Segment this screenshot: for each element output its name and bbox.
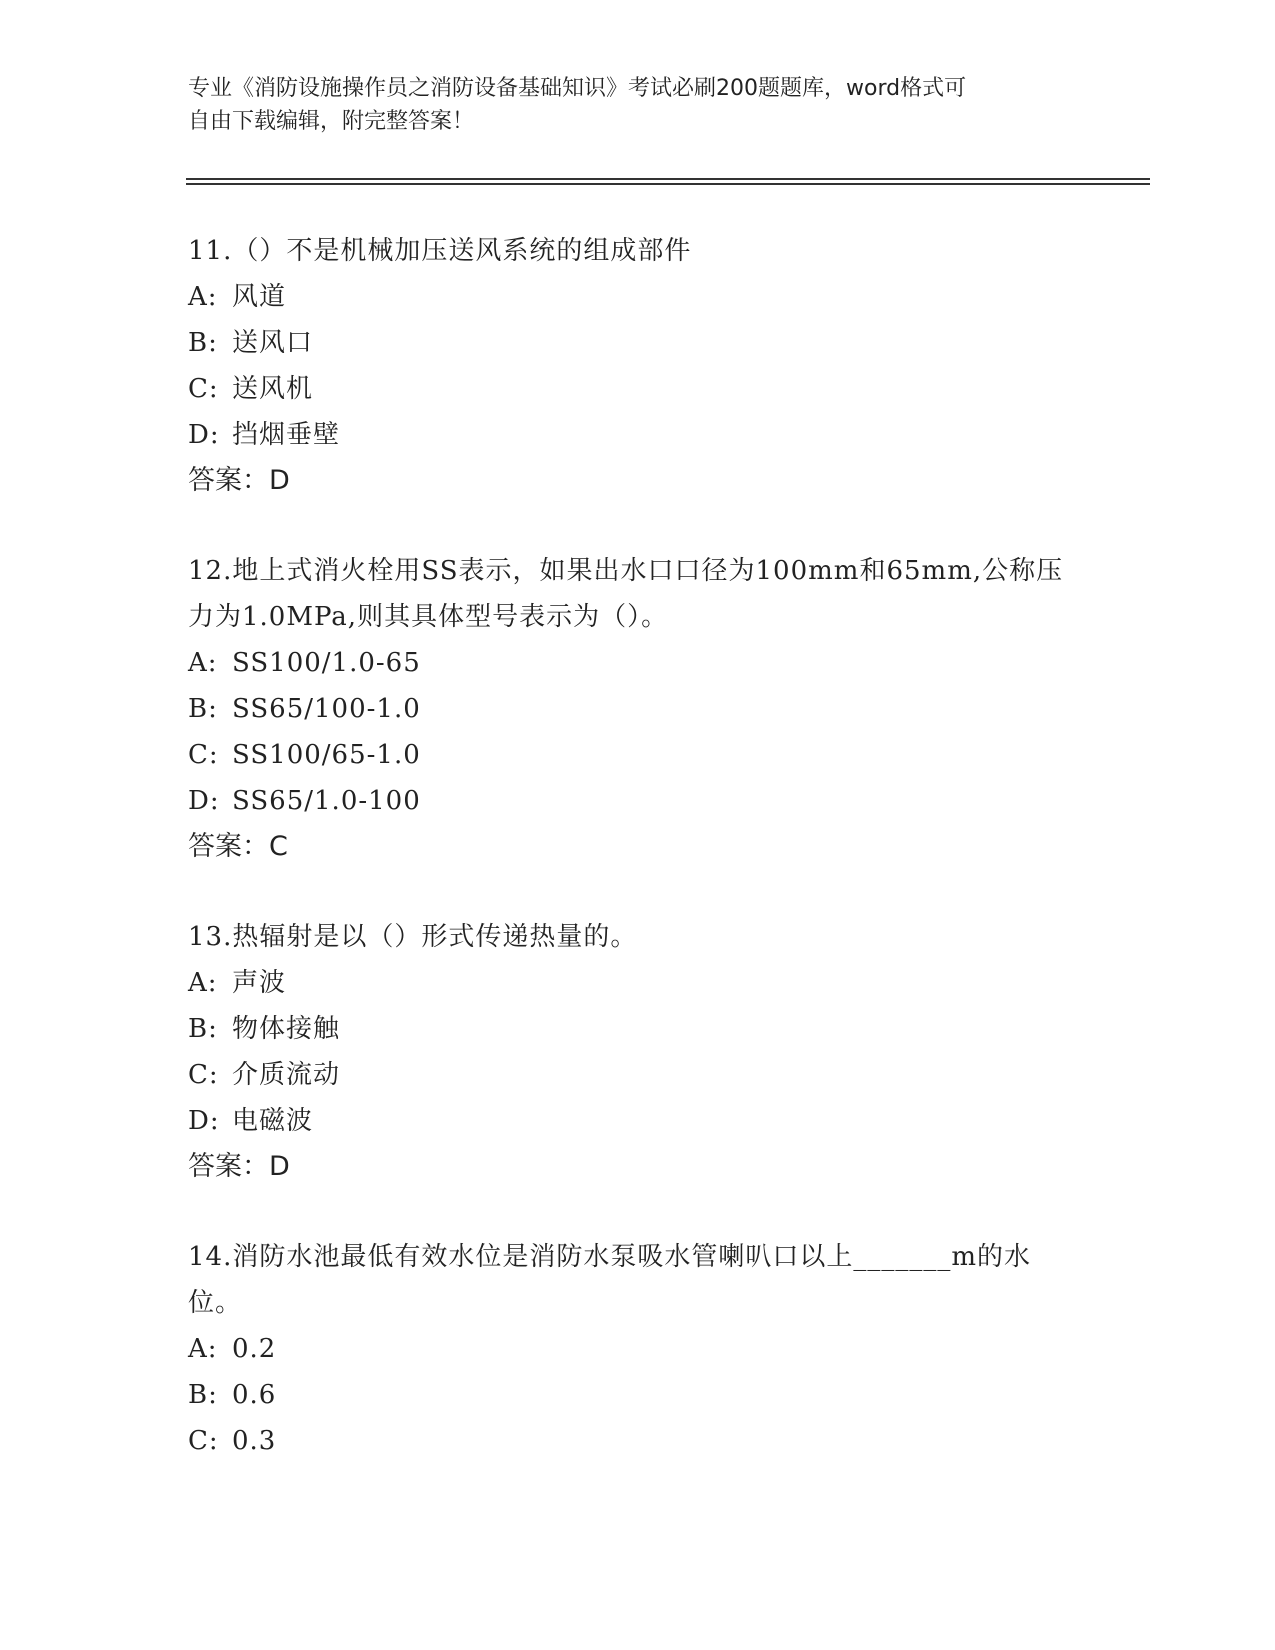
question-13: [188, 914, 1088, 1190]
option-label: D:: [188, 786, 220, 816]
option-c: [188, 366, 1088, 412]
answer: 答案：C: [188, 831, 288, 862]
answer: 答案：D: [188, 465, 290, 496]
header-divider-top: [186, 178, 1150, 180]
option-a: [188, 1326, 1088, 1372]
option-d: [188, 1098, 1088, 1144]
option-label: D:: [188, 1106, 220, 1136]
option-a: [188, 960, 1088, 1006]
option-c: [188, 1418, 1088, 1464]
question-14: [188, 1234, 1088, 1464]
question-stem-line-2: 力为1.0MPa,则其具体型号表示为（）。: [188, 602, 669, 632]
option-a: [188, 274, 1088, 320]
option-text: 电磁波: [232, 1106, 314, 1136]
question-stem-line-2: 位。: [188, 1288, 243, 1318]
option-b: [188, 686, 1088, 732]
question-stem: 13.热辐射是以（）形式传递热量的。: [188, 922, 638, 952]
header-line-1: 专业《消防设施操作员之消防设备基础知识》考试必刷200题题库，word格式可: [188, 76, 967, 101]
option-label: A:: [188, 648, 218, 678]
option-label: C:: [188, 740, 219, 770]
document-header: [188, 72, 1088, 138]
option-c: [188, 732, 1088, 778]
header-line-2: 自由下载编辑，附完整答案！: [188, 109, 475, 134]
option-label: A:: [188, 282, 218, 312]
question-stem-line-1: 12.地上式消火栓用SS表示，如果出水口口径为100mm和65mm,公称压: [188, 556, 1064, 586]
option-text: 送风机: [232, 374, 314, 404]
option-label: A:: [188, 1334, 218, 1364]
option-text: 0.6: [232, 1380, 277, 1410]
option-label: C:: [188, 374, 219, 404]
option-b: [188, 1006, 1088, 1052]
question-11: [188, 228, 1088, 504]
option-a: [188, 640, 1088, 686]
option-label: D:: [188, 420, 220, 450]
option-text: 0.3: [232, 1426, 277, 1456]
option-text: 0.2: [232, 1334, 277, 1364]
option-label: B:: [188, 694, 218, 724]
option-label: C:: [188, 1060, 219, 1090]
option-label: A:: [188, 968, 218, 998]
option-text: SS65/1.0-100: [232, 786, 421, 816]
question-stem: 11.（）不是机械加压送风系统的组成部件: [188, 236, 692, 266]
option-text: 风道: [232, 282, 287, 312]
answer: 答案：D: [188, 1151, 290, 1182]
option-text: SS100/65-1.0: [232, 740, 421, 770]
option-text: 介质流动: [232, 1060, 341, 1090]
option-label: C:: [188, 1426, 219, 1456]
option-text: 物体接触: [232, 1014, 341, 1044]
option-b: [188, 320, 1088, 366]
option-text: SS65/100-1.0: [232, 694, 421, 724]
option-c: [188, 1052, 1088, 1098]
option-text: 挡烟垂壁: [232, 420, 341, 450]
question-stem-line-1: 14.消防水池最低有效水位是消防水泵吸水管喇叭口以上_______m的水: [188, 1242, 1032, 1272]
option-d: [188, 778, 1088, 824]
option-text: 送风口: [232, 328, 314, 358]
option-d: [188, 412, 1088, 458]
option-label: B:: [188, 1014, 218, 1044]
option-label: B:: [188, 1380, 218, 1410]
option-text: SS100/1.0-65: [232, 648, 421, 678]
header-divider-bottom: [186, 183, 1150, 185]
option-text: 声波: [232, 968, 287, 998]
option-label: B:: [188, 328, 218, 358]
question-12: [188, 548, 1088, 870]
option-b: [188, 1372, 1088, 1418]
